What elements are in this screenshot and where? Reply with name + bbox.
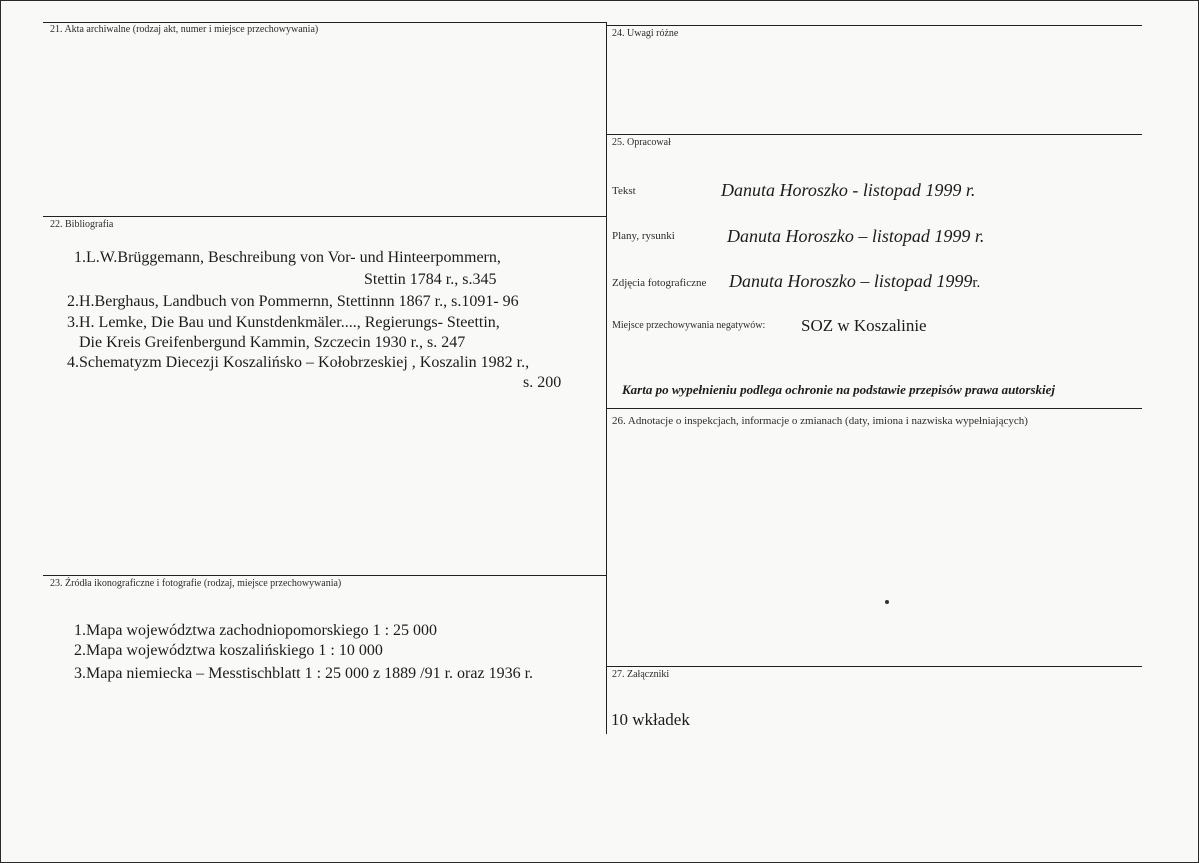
section-26-label: 26. Adnotacje o inspekcjach, informacje o zmianach (daty, imiona i nazwiska wypełniających) <box>612 415 1028 427</box>
zdjecia-value <box>729 271 980 292</box>
divider-25-26 <box>606 408 1142 409</box>
copyright-note: Karta po wypełnieniu podlega ochronie na podstawie przepisów prawa autorskiej <box>622 382 1056 397</box>
miejsce-label: Miejsce przechowywania negatywów: <box>612 320 766 331</box>
section-22-label: 22. Bibliografia <box>50 219 114 230</box>
tekst-value-suffix: r. <box>965 180 976 200</box>
bibliography-line-3: 2.H.Berghaus, Landbuch von Pommernn, Stettinnn 1867 r., s.1091- 96 <box>67 293 519 310</box>
bibliography-line-7: s. 200 <box>523 374 562 391</box>
divider-vertical <box>606 22 607 734</box>
miejsce-value: SOZ w Koszalinie <box>801 316 927 335</box>
plany-value-text: Danuta Horoszko – listopad 1999 <box>727 226 971 246</box>
plany-label: Plany, rysunki <box>612 230 675 242</box>
zdjecia-value-text: Danuta Horoszko – listopad 1999 <box>729 271 973 291</box>
tekst-label: Tekst <box>612 185 636 197</box>
iconography-line-1: 1.Mapa województwa zachodniopomorskiego 1 : 25 000 <box>74 622 438 639</box>
tekst-value-text: Danuta Horoszko - listopad 1999 <box>721 180 962 200</box>
divider-21-22 <box>43 216 606 217</box>
iconography-line-2: 2.Mapa województwa koszalińskiego 1 : 10 000 <box>74 642 383 659</box>
section-25-label: 25. Opracował <box>612 137 671 148</box>
zdjecia-label: Zdjęcia fotograficzne <box>612 277 707 289</box>
bibliography-line-4: 3.H. Lemke, Die Bau und Kunstdenkmäler...., Regierungs- Steettin, <box>67 314 500 331</box>
bibliography-line-5: Die Kreis Greifenbergund Kammin, Szczecin 1930 r., s. 247 <box>79 334 466 351</box>
bibliography-line-1: 1.L.W.Brüggemann, Beschreibung von Vor- und Hinteerpommern, <box>74 249 501 266</box>
section-23-label: 23. Źródła ikonograficzne i fotografie (rodzaj, miejsce przechowywania) <box>50 578 342 589</box>
zdjecia-value-suffix: r. <box>972 275 981 291</box>
divider-top-right <box>606 25 1142 26</box>
section-24-label: 24. Uwagi różne <box>612 28 679 39</box>
divider-24-25 <box>606 134 1142 135</box>
tekst-value <box>721 180 975 201</box>
divider-26-27 <box>606 666 1142 667</box>
section-21-label: 21. Akta archiwalne (rodzaj akt, numer i miejsce przechowywania) <box>50 24 319 35</box>
attachments-value: 10 wkładek <box>611 710 690 729</box>
divider-22-23 <box>43 575 606 576</box>
bibliography-line-2: Stettin 1784 r., s.345 <box>364 271 497 288</box>
bibliography-line-6: 4.Schematyzm Diecezji Koszalińsko – Kołobrzeskiej , Koszalin 1982 r., <box>67 354 530 371</box>
plany-value <box>727 226 984 247</box>
iconography-line-3: 3.Mapa niemiecka – Messtischblatt 1 : 25 000 z 1889 /91 r. oraz 1936 r. <box>74 665 534 682</box>
plany-value-suffix: r. <box>974 226 985 246</box>
divider-top-left <box>43 22 606 23</box>
ink-dot <box>885 600 889 604</box>
section-27-label: 27. Załączniki <box>612 669 670 680</box>
